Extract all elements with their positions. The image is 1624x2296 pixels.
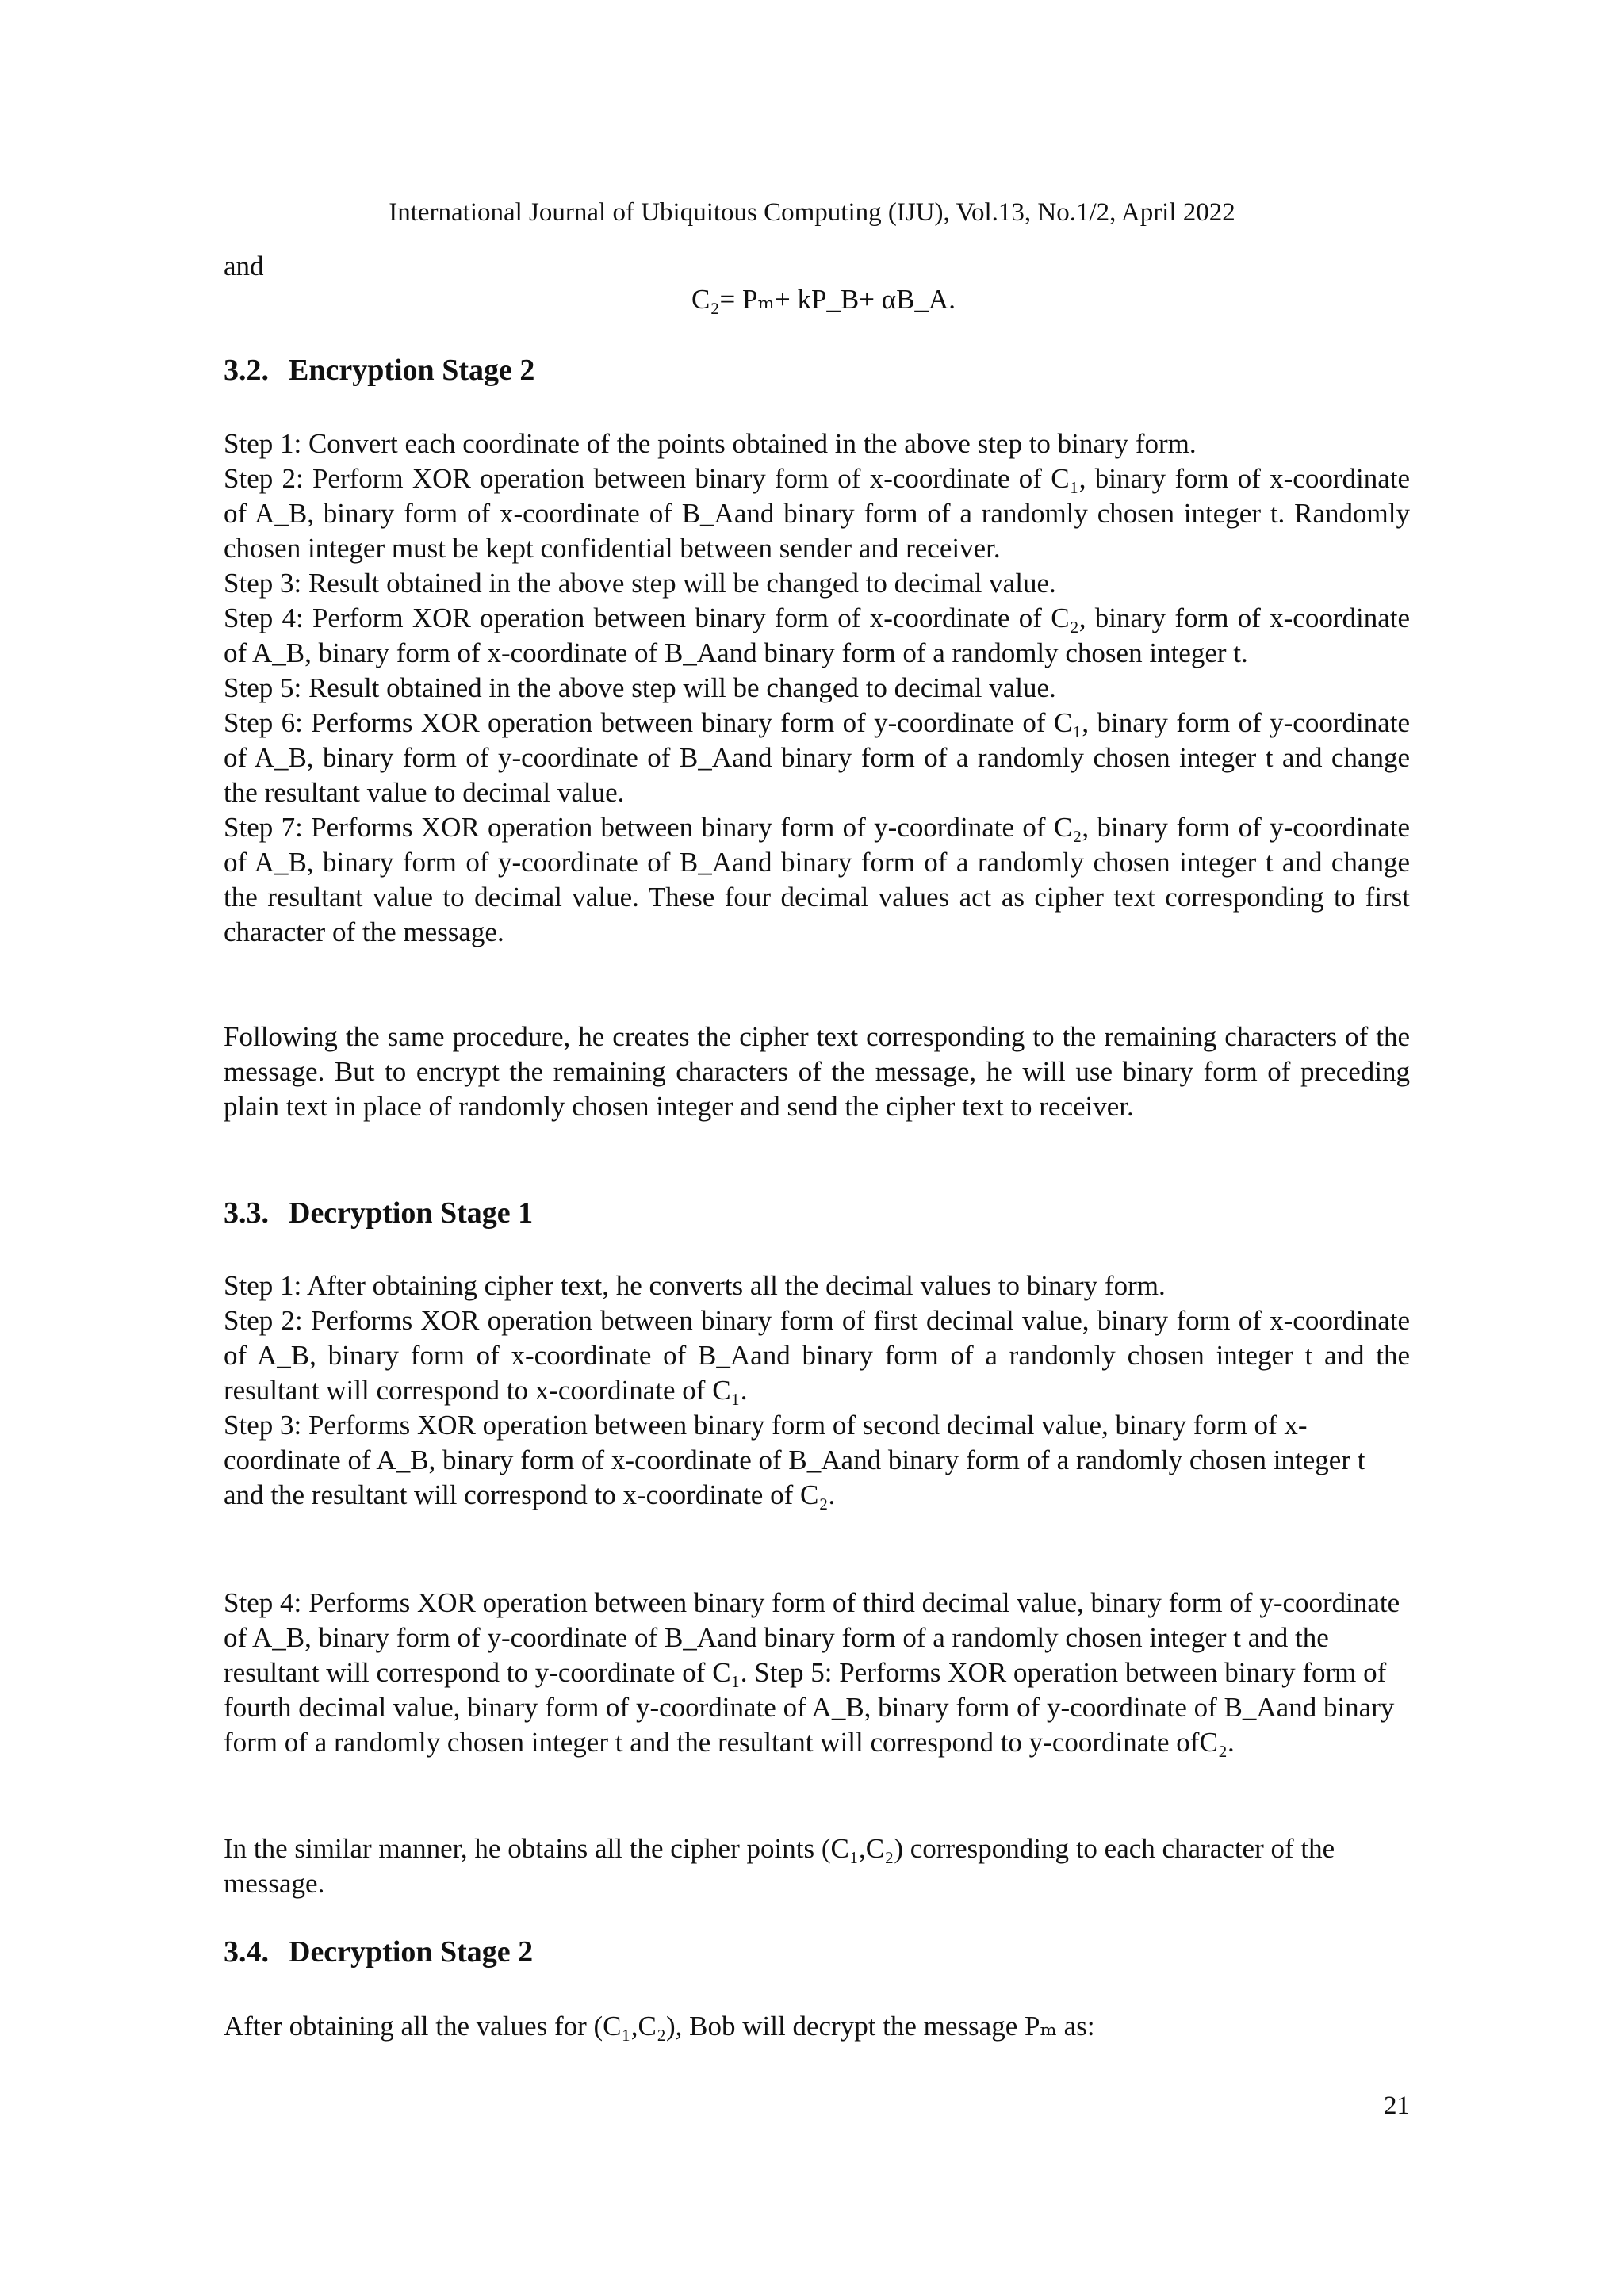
step-1: Step 1: Convert each coordinate of the points obtained in the above step to binary form. xyxy=(224,428,1197,459)
dec-step-1: Step 1: After obtaining cipher text, he converts all the decimal values to binary form. xyxy=(224,1270,1166,1301)
step-7: Step 7: Performs XOR operation between binary form of y-coordinate of C₂, binary form of y-coordinate of A_B, binary form of y-coordinate of B_Aand binary form of a randomly chosen integer t and change the resultant value to decimal value. These four decimal values act as cipher text corresponding to first character of the message. xyxy=(224,812,1410,947)
section-number: 3.4. xyxy=(224,1935,269,1969)
encryption-followup-paragraph xyxy=(224,1020,1410,1124)
intro-paragraph: After obtaining all the values for (C₁,C₂), Bob will decrypt the message Pₘ as: xyxy=(224,2011,1095,2042)
decryption-stage-1-steps xyxy=(224,1269,1410,1513)
connector-text: and xyxy=(224,251,264,281)
step-3: Step 3: Result obtained in the above step will be changed to decimal value. xyxy=(224,568,1056,599)
decryption-stage-2-intro xyxy=(224,2009,1410,2044)
dec-step-4-5: Step 4: Performs XOR operation between binary form of third decimal value, binary form of y-coordinate of A_B, binary form of y-coordinate of B_Aand binary form of a randomly chosen integer t and the resultant will correspond to y-coordinate of C₁. Step 5: Performs XOR operation between binary form of fourth decimal value, binary form of y-coordinate of A_B, binary form of y-coordinate of B_Aand binary form of a randomly chosen integer t and the resultant will correspond to y-coordinate ofC₂. xyxy=(224,1587,1400,1758)
section-heading-3-2 xyxy=(224,353,534,388)
encryption-stage-2-steps xyxy=(224,427,1410,950)
step-4: Step 4: Perform XOR operation between binary form of x-coordinate of C₂, binary form of x-coordinate of A_B, binary form of x-coordinate of B_Aand binary form of a randomly chosen integer t. xyxy=(224,603,1410,668)
page-number: 21 xyxy=(1384,2091,1410,2120)
section-number: 3.3. xyxy=(224,1196,269,1230)
step-5: Step 5: Result obtained in the above step will be changed to decimal value. xyxy=(224,672,1056,703)
decryption-steps-4-5 xyxy=(224,1586,1410,1760)
section-heading-3-3 xyxy=(224,1196,533,1230)
decryption-summary-paragraph xyxy=(224,1831,1410,1901)
section-title: Encryption Stage 2 xyxy=(289,354,535,387)
step-6: Step 6: Performs XOR operation between binary form of y-coordinate of C₁, binary form of y-coordinate of A_B, binary form of y-coordinate of B_Aand binary form of a randomly chosen integer t and change the resultant value to decimal value. xyxy=(224,707,1410,808)
section-number: 3.2. xyxy=(224,354,269,387)
section-heading-3-4 xyxy=(224,1934,533,1969)
equation-c2: C₂= Pₘ+ kP_B+ αB_A. xyxy=(691,284,956,315)
similar-manner-paragraph: In the similar manner, he obtains all the cipher points (C₁,C₂) corresponding to each character of the message. xyxy=(224,1833,1335,1899)
running-header: International Journal of Ubiquitous Computing (IJU), Vol.13, No.1/2, April 2022 xyxy=(389,198,1235,227)
following-paragraph: Following the same procedure, he creates the cipher text corresponding to the remaining characters of the message. But to encrypt the remaining characters of the message, he will use binary form of preceding plain text in place of randomly chosen integer and send the cipher text to receiver. xyxy=(224,1021,1410,1122)
dec-step-3: Step 3: Performs XOR operation between binary form of second decimal value, binary form of x-coordinate of A_B, binary form of x-coordinate of B_Aand binary form of a randomly chosen integer t and the resultant will correspond to x-coordinate of C₂. xyxy=(224,1410,1365,1510)
dec-step-2: Step 2: Performs XOR operation between binary form of first decimal value, binary form of x-coordinate of A_B, binary form of x-coordinate of B_Aand binary form of a randomly chosen integer t and the resultant will correspond to x-coordinate of C₁. xyxy=(224,1305,1410,1406)
section-title: Decryption Stage 2 xyxy=(289,1935,534,1969)
section-title: Decryption Stage 1 xyxy=(289,1196,534,1230)
step-2: Step 2: Perform XOR operation between binary form of x-coordinate of C₁, binary form of x-coordinate of A_B, binary form of x-coordinate of B_Aand binary form of a randomly chosen integer t. Randomly chosen integer must be kept confidential between sender and receiver. xyxy=(224,463,1410,564)
